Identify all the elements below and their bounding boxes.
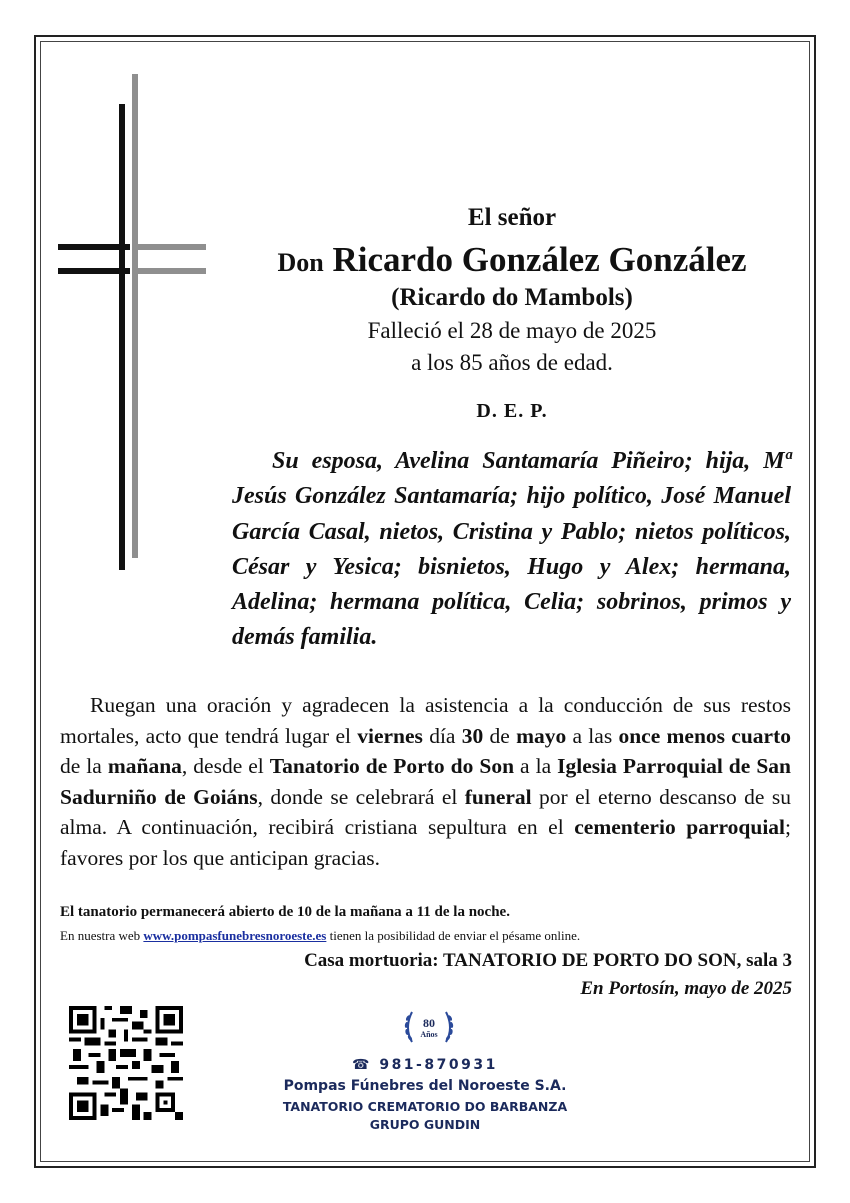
honorific: El señor: [467, 204, 557, 231]
group-name: GRUPO GUNDIN: [369, 1117, 481, 1132]
website-link[interactable]: www.pompasfunebresnoroeste.es: [143, 928, 327, 943]
nickname: (Ricardo do Mambols): [391, 284, 633, 311]
80-years-laurel-logo: [402, 1004, 456, 1052]
dep-text: D. E. P.: [476, 400, 548, 422]
place-date: En Portosín, mayo de 2025: [580, 978, 792, 999]
crematorium-name: TANATORIO CREMATORIO DO BARBANZA: [282, 1099, 568, 1114]
qr-code-icon[interactable]: [68, 1006, 184, 1120]
full-name: Ricardo González González: [332, 240, 747, 279]
logo-word: Años: [420, 1030, 438, 1039]
service-paragraph: Ruegan una oración y agradecen la asistencia a la conducción de sus restos mortales, acto que tendrá lugar el viernes día 30 de mayo a las once menos cuarto de la mañana, desde el Tanatorio de Porto do Son a la Iglesia Parroquial de San Sadurniño de Goiáns, donde se celebrará el funeral por el eterno descanso de su alma. A continuación, recibirá cristiana sepultura en el cementerio parroquial; favores por los que anticipan gracias.: [60, 693, 791, 870]
logo-number: 80: [423, 1016, 435, 1030]
funeral-home: Casa mortuoria: TANATORIO DE PORTO DO SON, sala 3: [304, 950, 792, 971]
cross-icon: [56, 74, 216, 574]
deceased-name: [232, 240, 792, 280]
web-note: En nuestra web www.pompasfunebresnoroeste.es tienen la posibilidad de enviar el pésame online.: [60, 928, 581, 943]
open-hours-note: El tanatorio permanecerá abierto de 10 de la mañana a 11 de la noche.: [60, 904, 510, 920]
phone-icon: ☎: [352, 1057, 372, 1073]
death-date: Falleció el 28 de mayo de 2025: [367, 318, 657, 343]
title-prefix: Don: [277, 248, 324, 277]
age: a los 85 años de edad.: [411, 350, 613, 375]
phone-number[interactable]: ☎ 981-870931: [352, 1057, 498, 1073]
family-list: Su esposa, Avelina Santamaría Piñeiro; hija, Mª Jesús González Santamaría; hijo político, José Manuel García Casal, nietos, Cristina y Pablo; nietos políticos, César y Yesica; bisnietos, Hugo y Alex; hermana, Adelina; hermana política, Celia; sobrinos, primos y demás familia.: [232, 448, 791, 651]
company-name: Pompas Fúnebres del Noroeste S.A.: [283, 1078, 567, 1094]
